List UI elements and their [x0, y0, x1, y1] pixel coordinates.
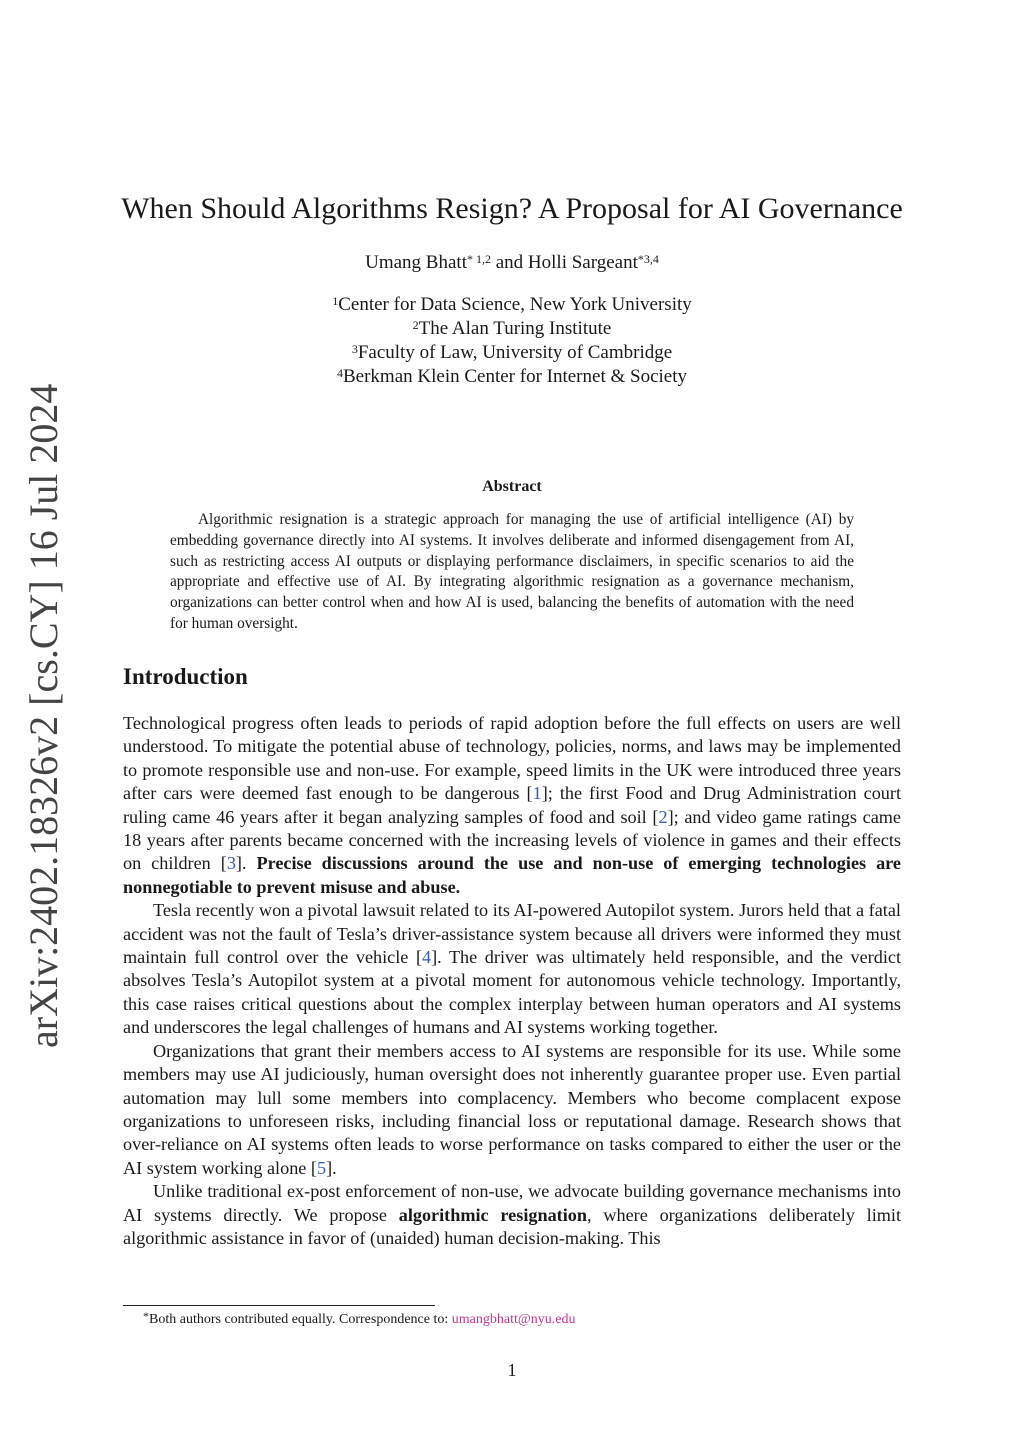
text-run: ]; the first Food and Drug Administration court ruling came 46 years after it began analyzing samples of food and soil [ [123, 783, 901, 827]
section-heading-introduction: Introduction [123, 664, 248, 689]
paper-title: When Should Algorithms Resign? A Proposal for AI Governance [121, 192, 903, 225]
bold-text-run: Precise discussions around the use and non-use of emerging technologies are nonnegotiable to prevent misuse and abuse. [123, 853, 901, 897]
text-run: ]. [326, 1157, 337, 1178]
text-run: Tesla recently won a pivotal lawsuit related to its AI-powered Autopilot system. Jurors held that a fatal accident was not the fault of Tesla’s driver-assistance system because all drivers were informed they must maintain full control over the vehicle [ [123, 900, 901, 968]
paragraph [123, 899, 901, 1039]
affil-text: Faculty of Law, University of Cambridge [357, 342, 673, 363]
text-run: ]; and video game ratings came 18 years after parents became concerned with the increasing levels of violence in games and their effects on children [ [123, 806, 902, 874]
footnote-marker: * [143, 1309, 149, 1323]
affiliation [100, 365, 924, 389]
abstract-heading: Abstract [482, 478, 542, 495]
author-affil-marker: * 1,2 [466, 252, 491, 266]
author-line [100, 250, 924, 276]
citation-link[interactable]: 3 [226, 853, 236, 874]
page-number: 1 [507, 1360, 517, 1380]
email-link[interactable]: umangbhatt@nyu.edu [451, 1312, 576, 1327]
affil-text: Berkman Klein Center for Internet & Society [342, 366, 687, 387]
author-name: Umang Bhatt [365, 252, 467, 273]
affil-number: 2 [412, 318, 419, 332]
citation-link[interactable]: 2 [658, 806, 668, 827]
footnote-text: Both authors contributed equally. Correspondence to: [149, 1312, 452, 1327]
footnote-rule [123, 1305, 435, 1306]
affil-number: 1 [332, 294, 339, 308]
author-joiner: and [495, 252, 524, 273]
affiliation [100, 293, 924, 317]
footnote [123, 1310, 901, 1330]
citation-link[interactable]: 5 [316, 1157, 327, 1178]
text-run: Organizations that grant their members access to AI systems are responsible for its use. While some members may use AI judiciously, human oversight does not inherently guarantee proper use. Even partial automation may lull some members into complacency. Members who become complacent expose organizations to unforeseen risks, including financial loss or reputational damage. Research shows that over-reliance on AI systems often leads to worse performance on tasks compared to either the user or the AI system working alone [ [123, 1040, 901, 1178]
introduction-body [123, 712, 901, 1250]
author-affil-marker: *3,4 [637, 252, 659, 266]
bold-text-run: algorithmic resignation [398, 1204, 587, 1225]
affil-text: The Alan Turing Institute [418, 318, 612, 339]
affil-text: Center for Data Science, New York University [338, 294, 692, 315]
arxiv-identifier: arXiv:2402.18326v2 [cs.CY] 16 Jul 2024 [21, 383, 66, 1048]
paragraph [123, 1180, 901, 1250]
text-run: ]. [235, 853, 257, 874]
citation-link[interactable]: 4 [422, 947, 432, 968]
author-name: Holli Sargeant [527, 252, 638, 273]
paragraph [123, 712, 901, 899]
affiliation [100, 341, 924, 365]
affiliations [100, 293, 924, 389]
text-run: , where organizations deliberately limit algorithmic assistance in favor of (unaided) human decision-making. This [123, 1204, 902, 1248]
text-run: Technological progress often leads to periods of rapid adoption before the full effects on users are well understood. To mitigate the potential abuse of technology, policies, norms, and laws may be implemented to promote responsible use and non-use. For example, speed limits in the UK were introduced three years after cars were deemed fast enough to be dangerous [ [123, 713, 901, 804]
affil-number: 3 [351, 342, 358, 356]
abstract-text: Algorithmic resignation is a strategic approach for managing the use of artificial intelligence (AI) by embedding governance directly into AI systems. It involves deliberate and informed disengagement from AI, such as restricting access AI outputs or displaying performance disclaimers, in specific scenarios to aid the appropriate and effective use of AI. By integrating algorithmic resignation as a governance mechanism, organizations can better control when and how AI is used, balancing the benefits of automation with the need for human oversight. [170, 511, 854, 632]
affil-number: 4 [336, 366, 343, 380]
abstract-body [170, 510, 854, 635]
affiliation [100, 317, 924, 341]
text-run: Unlike traditional ex-post enforcement of non-use, we advocate building governance mechanisms into AI systems directly. We propose [123, 1181, 901, 1225]
text-run: ]. The driver was ultimately held responsible, and the verdict absolves Tesla’s Autopilot system at a pivotal moment for autonomous vehicle technology. Importantly, this case raises critical questions about the complex interplay between human operators and AI systems and underscores the legal challenges of humans and AI systems working together. [123, 947, 901, 1038]
citation-link[interactable]: 1 [532, 783, 542, 804]
paragraph [123, 1040, 901, 1180]
